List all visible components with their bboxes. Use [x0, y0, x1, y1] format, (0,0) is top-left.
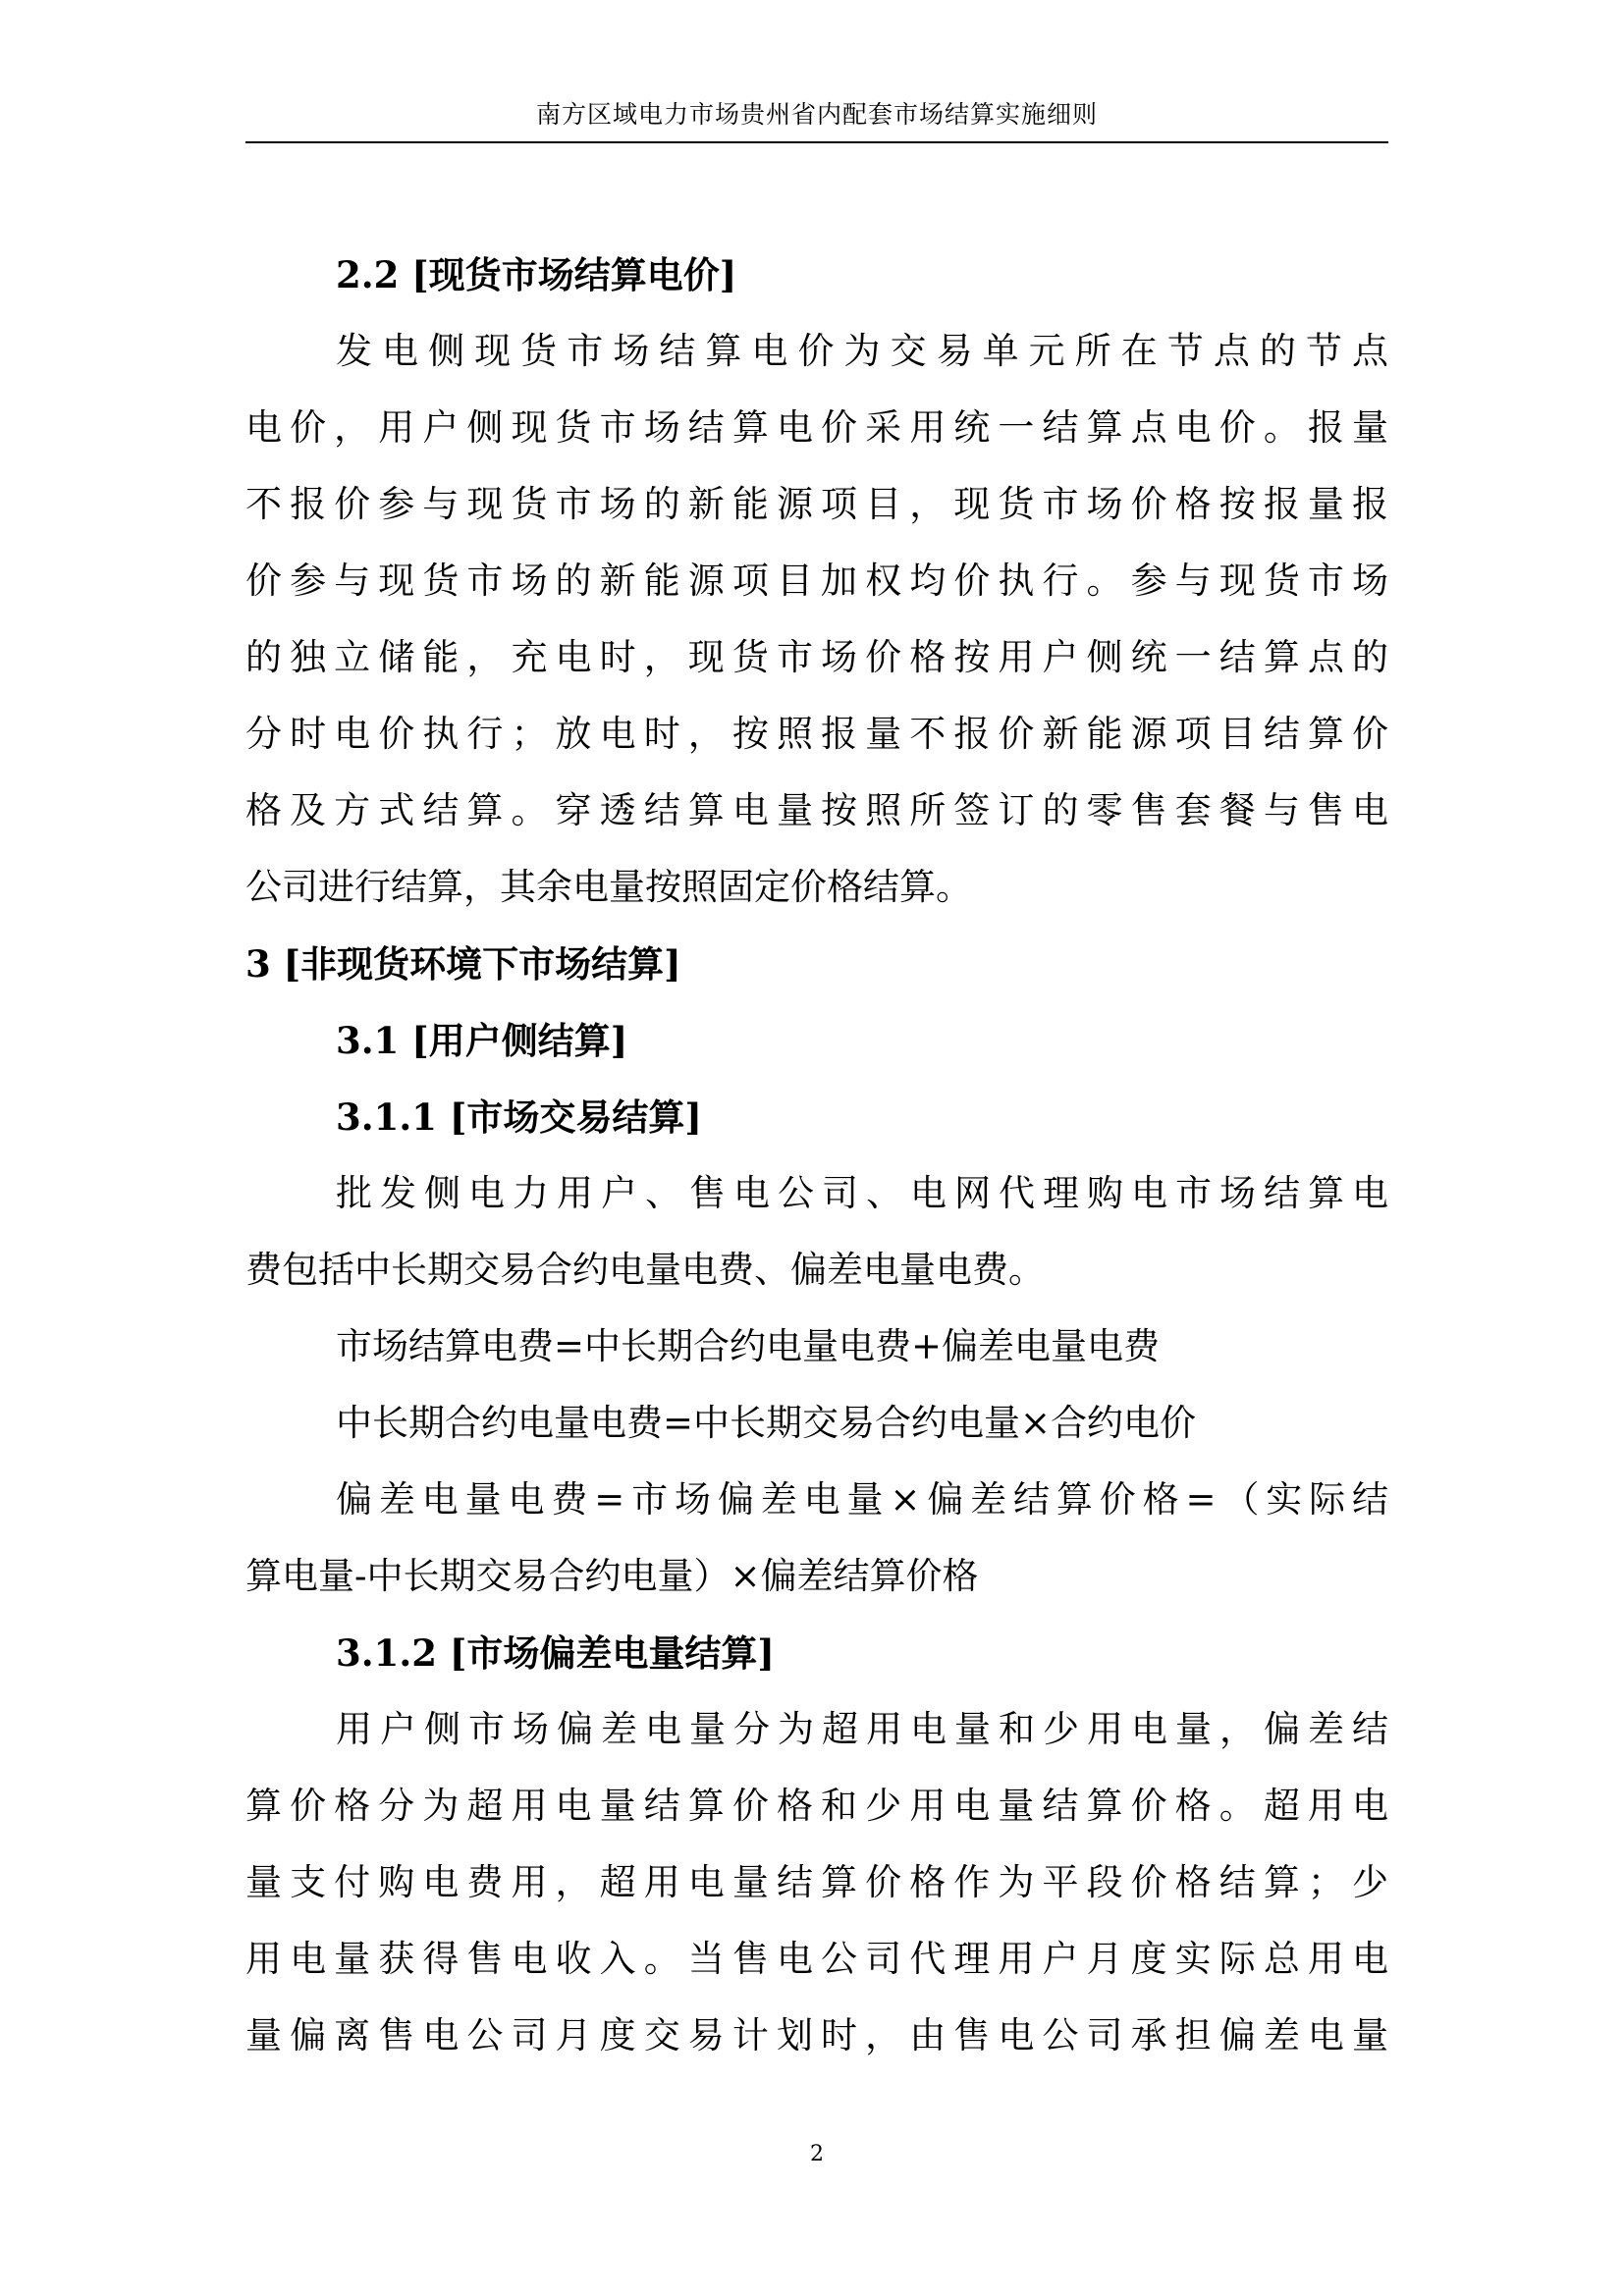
- paragraph-line: 量支付购电费用，超用电量结算价格作为平段价格结算；少: [245, 1861, 1388, 1903]
- paragraph-line: 用电量获得售电收入。当售电公司代理用户月度实际总用电: [245, 1938, 1388, 1980]
- paragraph-line: 费包括中长期交易合约电量电费、偏差电量电费。: [245, 1249, 1045, 1291]
- header-rule: [245, 141, 1388, 143]
- formula-line: 市场结算电费=中长期合约电量电费+偏差电量电费: [336, 1325, 1161, 1367]
- paragraph-line: 格及方式结算。穿透结算电量按照所签订的零售套餐与售电: [245, 789, 1388, 831]
- paragraph-line: 分时电价执行；放电时，按照报量不报价新能源项目结算价: [245, 713, 1388, 755]
- page-number: 2: [810, 2142, 824, 2166]
- heading-2-2: 2.2 [现货市场结算电价]: [336, 253, 737, 296]
- paragraph-line: 发电侧现货市场结算电价为交易单元所在节点的节点: [336, 330, 1388, 372]
- paragraph-line: 用户侧市场偏差电量分为超用电量和少用电量，偏差结: [336, 1708, 1388, 1750]
- paragraph-line: 量偏离售电公司月度交易计划时，由售电公司承担偏差电量: [245, 2014, 1388, 2056]
- paragraph-line: 公司进行结算，其余电量按照固定价格结算。: [245, 866, 972, 908]
- formula-line: 偏差电量电费=市场偏差电量×偏差结算价格=（实际结: [336, 1478, 1388, 1521]
- heading-3-1: 3.1 [用户侧结算]: [336, 1019, 628, 1062]
- running-header: 南方区域电力市场贵州省内配套市场结算实施细则: [535, 100, 1098, 129]
- heading-3-1-2: 3.1.2 [市场偏差电量结算]: [336, 1631, 775, 1675]
- paragraph-line: 批发侧电力用户、售电公司、电网代理购电市场结算电: [336, 1172, 1388, 1214]
- paragraph-line: 的独立储能，充电时，现货市场价格按用户侧统一结算点的: [245, 636, 1388, 678]
- paragraph-line: 电价，用户侧现货市场结算电价采用统一结算点电价。报量: [245, 406, 1388, 449]
- heading-3: 3 [非现货环境下市场结算]: [245, 942, 681, 986]
- heading-3-1-1: 3.1.1 [市场交易结算]: [336, 1095, 702, 1139]
- paragraph-line: 价参与现货市场的新能源项目加权均价执行。参与现货市场: [245, 560, 1388, 602]
- paragraph-line: 不报价参与现货市场的新能源项目，现货市场价格按报量报: [245, 483, 1388, 525]
- formula-line: 中长期合约电量电费=中长期交易合约电量×合约电价: [336, 1402, 1197, 1444]
- paragraph-line: 算价格分为超用电量结算价格和少用电量结算价格。超用电: [245, 1785, 1388, 1827]
- formula-line: 算电量-中长期交易合约电量）×偏差结算价格: [245, 1555, 979, 1597]
